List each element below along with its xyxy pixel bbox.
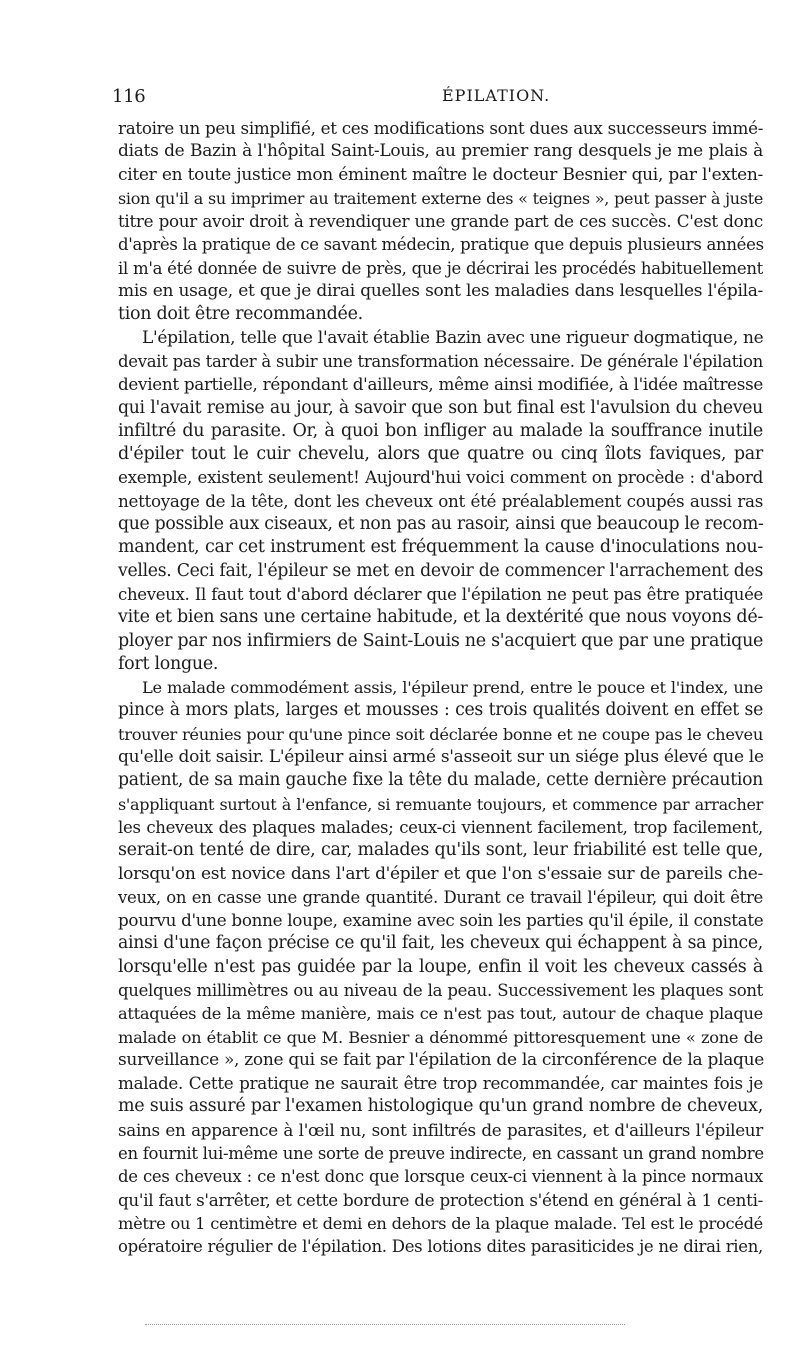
text-line: citer en toute justice mon éminent maître le docteur Besnier qui, par l'exten-: [118, 164, 763, 185]
text-line: en fournit lui-même une sorte de preuve indirecte, en cassant un grand nombre: [118, 1144, 764, 1164]
text-line: patient, de sa main gauche fixe la tête du malade, cette dernière précaution: [118, 770, 763, 791]
text-line: mis en usage, et que je dirai quelles sont les maladies dans lesquelles l'épila-: [118, 281, 763, 302]
text-line: mandent, car cet instrument est fréquemment la cause d'inoculations nou-: [118, 537, 763, 558]
text-line: devait pas tarder à subir une transformation nécessaire. De générale l'épilation: [118, 351, 763, 371]
text-line: me suis assuré par l'examen histologique qu'un grand nombre de cheveux,: [118, 1096, 763, 1117]
text-line: trouver réunies pour qu'une pince soit déclarée bonne et ne coupe pas le cheveu: [118, 724, 763, 744]
text-line: serait-on tenté de dire, car, malades qu'ils sont, leur friabilité est telle que,: [118, 840, 763, 861]
text-line: il m'a été donnée de suivre de près, que je décrirai les procédés habituellement: [118, 258, 763, 278]
text-line: qu'il faut s'arrêter, et cette bordure de protection s'étend en général à 1 centi-: [118, 1189, 763, 1210]
text-line: de ces cheveux : ce n'est donc que lorsque ceux-ci viennent à la pince normaux: [118, 1167, 763, 1187]
running-title: ÉPILATION.: [442, 86, 551, 105]
page-number: 116: [112, 86, 146, 107]
text-line: que possible aux ciseaux, et non pas au rasoir, ainsi que beaucoup le recom-: [118, 514, 764, 535]
text-line: attaquées de la même manière, mais ce n'est pas tout, autour de chaque plaque: [118, 1004, 763, 1024]
text-line: qu'elle doit saisir. L'épileur ainsi armé s'asseoit sur un siége plus élevé que le: [118, 747, 764, 768]
text-line: titre pour avoir droit à revendiquer une grande part de ces succès. C'est donc: [118, 211, 763, 232]
text-line: tion doit être recommandée.: [118, 304, 363, 325]
body-text: [118, 117, 763, 1259]
text-line: exemple, existent seulement! Aujourd'hui voici comment on procède : d'abord: [118, 467, 763, 488]
text-line: ratoire un peu simplifié, et ces modifications sont dues aux successeurs immé-: [118, 118, 764, 138]
text-line: qui l'avait remise au jour, à savoir que son but final est l'avulsion du cheveu: [118, 397, 763, 418]
text-line: fort longue.: [118, 653, 219, 674]
text-line: lorsqu'on est novice dans l'art d'épiler et que l'on s'essaie sur de pareils che-: [118, 863, 763, 884]
text-line: velles. Ceci fait, l'épileur se met en devoir de commencer l'arrachement des: [118, 560, 763, 581]
text-line: pince à mors plats, larges et mousses : ces trois qualités doivent en effet se: [118, 700, 763, 721]
text-line: lorsqu'elle n'est pas guidée par la loupe, enfin il voit les cheveux cassés à: [118, 956, 763, 977]
text-line: pourvu d'une bonne loupe, examine avec soin les parties qu'il épile, il constate: [118, 910, 764, 931]
text-line: sion qu'il a su imprimer au traitement externe des « teignes », peut passer à juste: [118, 188, 763, 208]
text-line: surveillance », zone qui se fait par l'épilation de la circonférence de la plaque: [118, 1049, 765, 1070]
text-line: malade on établit ce que M. Besnier a dénommé pittoresquement une « zone de: [118, 1027, 763, 1047]
text-line: veux, on en casse une grande quantité. Durant ce travail l'épileur, qui doit être: [118, 887, 763, 907]
text-line: devient partielle, répondant d'ailleurs, même ainsi modifiée, à l'idée maîtresse: [118, 374, 763, 395]
text-line: ployer par nos infirmiers de Saint-Louis ne s'acquiert que par une pratique: [118, 630, 764, 651]
text-line: vite et bien sans une certaine habitude, et la dextérité que nous voyons dé-: [118, 607, 763, 628]
text-line: Le malade commodément assis, l'épileur prend, entre le pouce et l'index, une: [142, 678, 763, 698]
text-line: d'épiler tout le cuir chevelu, alors que quatre ou cinq îlots faviques, par: [118, 444, 763, 465]
text-line: cheveux. Il faut tout d'abord déclarer que l'épilation ne peut pas être pratiquée: [118, 584, 763, 604]
text-line: d'après la pratique de ce savant médecin, pratique que depuis plusieurs années: [118, 235, 764, 255]
text-line: infiltré du parasite. Or, à quoi bon infliger au malade la souffrance inutile: [118, 420, 763, 441]
text-line: L'épilation, telle que l'avait établie Bazin avec une rigueur dogmatique, ne: [142, 327, 764, 348]
text-line: quelques millimètres ou au niveau de la peau. Successivement les plaques sont: [118, 980, 763, 1000]
text-line: malade. Cette pratique ne saurait être trop recommandée, car maintes fois je: [118, 1073, 763, 1094]
print-specks: [145, 1324, 625, 1327]
running-head: [112, 86, 762, 110]
text-line: nettoyage de la tête, dont les cheveux ont été préalablement coupés aussi ras: [118, 490, 763, 511]
text-line: sains en apparence à l'œil nu, sont infiltrés de parasites, et d'ailleurs l'épileur: [118, 1119, 763, 1140]
text-line: diats de Bazin à l'hôpital Saint-Louis, au premier rang desquels je me plais à: [118, 141, 763, 162]
text-line: s'appliquant surtout à l'enfance, si remuante toujours, et commence par arracher: [118, 794, 763, 814]
text-line: ainsi d'une façon précise ce qu'il fait, les cheveux qui échappent à sa pince,: [118, 933, 763, 954]
text-line: opératoire régulier de l'épilation. Des lotions dites parasiticides je ne dirai rien,: [118, 1237, 763, 1257]
text-line: mètre ou 1 centimètre et demi en dehors de la plaque malade. Tel est le procédé: [118, 1213, 763, 1233]
text-line: les cheveux des plaques malades; ceux-ci viennent facilement, trop facilement,: [118, 817, 763, 837]
